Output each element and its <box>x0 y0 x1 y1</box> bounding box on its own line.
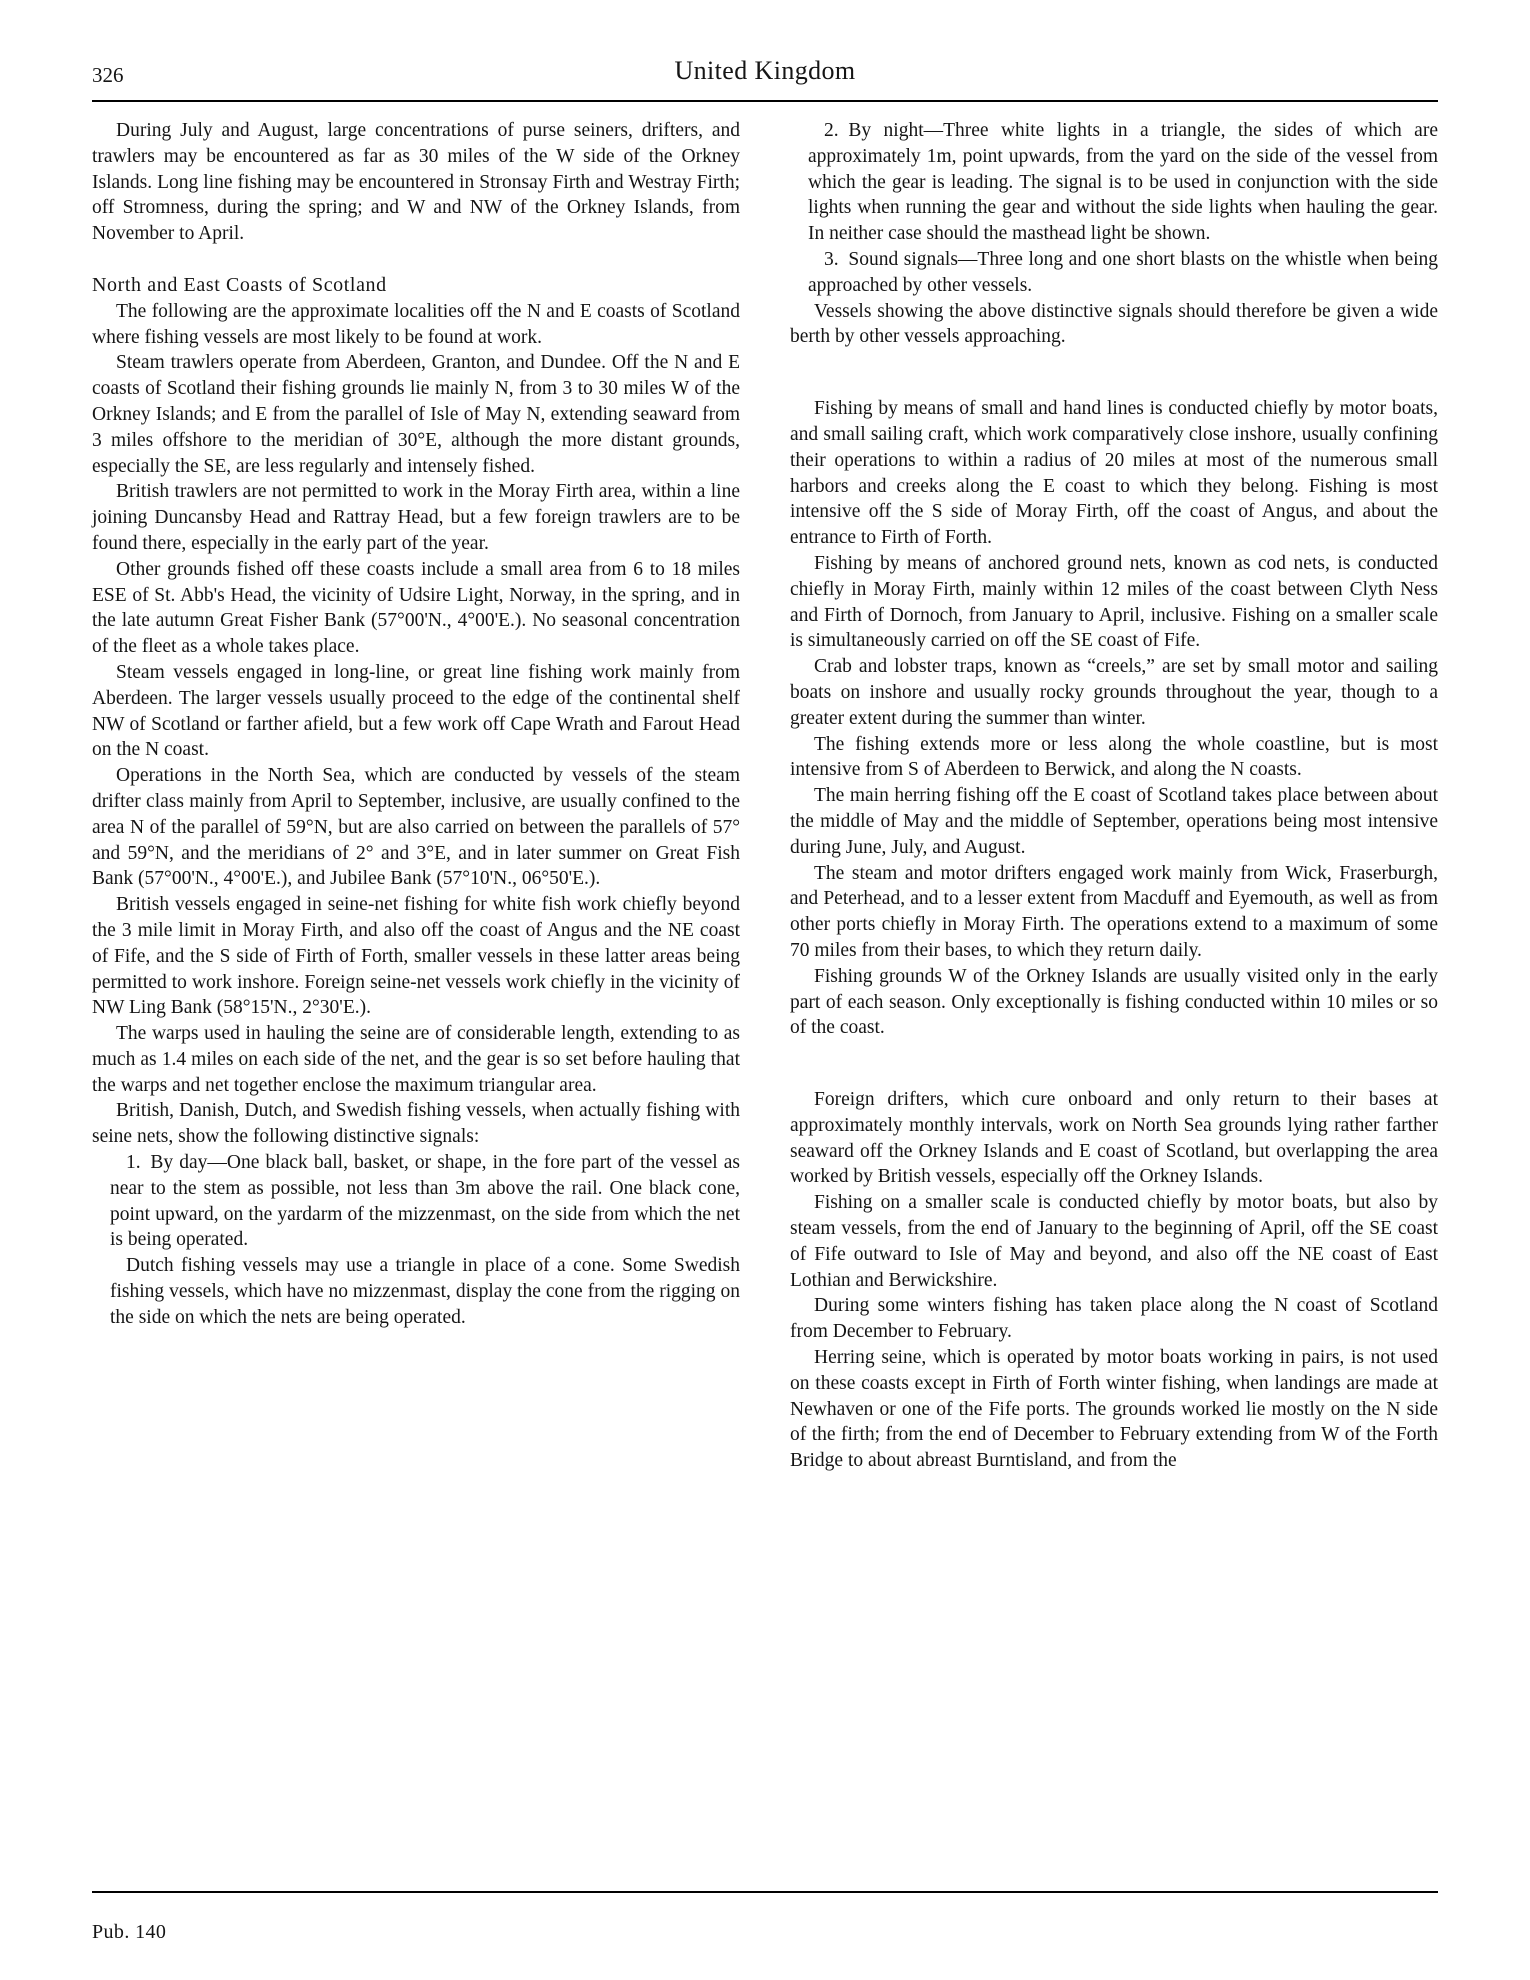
list-item: 1. By day—One black ball, basket, or shape, in the fore part of the vessel as near to the stem as possible, not less than 3m above the rail. One black cone, point upward, on the yardarm of the mizzenmast, on the side from which the net is being operated. <box>110 1152 740 1251</box>
paragraph: Foreign drifters, which cure onboard and only return to their bases at approximately monthly intervals, work on North Sea grounds lying rather farther seaward off the Orkney Islands and E coast of Scotland, but overlapping the area worked by British vessels, especially off the Orkney Islands. <box>790 1089 1438 1188</box>
paragraph: Other grounds fished off these coasts include a small area from 6 to 18 miles ESE of St. Abb's Head, the vicinity of Udsire Light, Norway, in the spring, and in the late autumn Great Fisher Bank (57°00'N., 4°00'E.). No seasonal concentration of the fleet as a whole takes place. <box>92 558 740 658</box>
paragraph: The steam and motor drifters engaged work mainly from Wick, Fraserburgh, and Peterhead, and to a lesser extent from Macduff and Eyemouth, as well as from other ports chiefly in Moray Firth. The operations extend to a maximum of some 70 miles from their bases, to which they return daily. <box>790 862 1438 961</box>
paragraph: Crab and lobster traps, known as “creels,” are set by small motor and sailing boats on inshore and usually rocky grounds throughout the year, though to a greater extent during the summer than winter. <box>790 656 1438 729</box>
left-column <box>92 118 740 1474</box>
text-columns <box>92 118 1438 1474</box>
paragraph: The warps used in hauling the seine are of considerable length, extending to as much as 1.4 miles on each side of the net, and the gear is so set before hauling that the warps and net together enclose the maximum triangular area. <box>92 1023 740 1096</box>
paragraph: Vessels showing the above distinctive signals should therefore be given a wide berth by other vessels approaching. <box>790 300 1438 348</box>
paragraph: British vessels engaged in seine-net fishing for white fish work chiefly beyond the 3 mile limit in Moray Firth, and also off the coast of Angus and the NE coast of Fife, and the S side of Firth of Forth, smaller vessels in these latter areas being permitted to work inshore. Foreign seine-net vessels work chiefly in the vicinity of NW Ling Bank (58°15'N., 2°30'E.). <box>92 894 740 1019</box>
section-heading: North and East Coasts of Scotland <box>92 273 387 296</box>
paragraph: British, Danish, Dutch, and Swedish fishing vessels, when actually fishing with seine nets, show the following distinctive signals: <box>92 1100 740 1148</box>
paragraph: Fishing grounds W of the Orkney Islands are usually visited only in the early part of each season. Only exceptionally is fishing conducted within 10 miles or so of the coast. <box>790 965 1438 1039</box>
publication-label: Pub. 140 <box>92 1921 167 1943</box>
page-footer <box>92 1891 1438 1944</box>
page-number: 326 <box>92 63 124 87</box>
paragraph: British trawlers are not permitted to work in the Moray Firth area, within a line joining Duncansby Head and Rattray Head, but a few foreign trawlers are to be found there, especially in the early part of the year. <box>92 481 740 554</box>
list-item: Dutch fishing vessels may use a triangle in place of a cone. Some Swedish fishing vessels, which have no mizzenmast, display the cone from the rigging on the side on which the nets are being operated. <box>110 1255 740 1328</box>
paragraph: The fishing extends more or less along the whole coastline, but is most intensive from S of Aberdeen to Berwick, and along the N coasts. <box>790 733 1438 781</box>
list-item: 3. Sound signals—Three long and one short blasts on the whistle when being approached by other vessels. <box>808 248 1438 296</box>
paragraph: Herring seine, which is operated by motor boats working in pairs, is not used on these coasts except in Firth of Forth winter fishing, when landings are made at Newhaven or one of the Fife ports. The grounds worked lie mostly on the N side of the firth; from the end of December to February extending from W of the Forth Bridge to about abreast Burntisland, and from the <box>790 1347 1438 1472</box>
header-rule <box>92 100 1438 102</box>
paragraph: The following are the approximate localities off the N and E coasts of Scotland where fishing vessels are most likely to be found at work. <box>92 300 740 348</box>
page-title: United Kingdom <box>674 56 856 85</box>
page-header <box>92 56 1438 92</box>
paragraph: The main herring fishing off the E coast of Scotland takes place between about the middle of May and the middle of September, operations being most intensive during June, July, and August. <box>790 785 1438 858</box>
list-item: 2. By night—Three white lights in a triangle, the sides of which are approximately 1m, point upwards, from the yard on the side of the vessel from which the gear is leading. The signal is to be used in conjunction with the side lights when running the gear and without the side lights when hauling the gear. In neither case should the masthead light be shown. <box>808 120 1438 245</box>
paragraph: Steam vessels engaged in long-line, or great line fishing work mainly from Aberdeen. The larger vessels usually proceed to the edge of the continental shelf NW of Scotland or farther afield, but a few work off Cape Wrath and Farout Head on the N coast. <box>92 661 740 761</box>
paragraph: During some winters fishing has taken place along the N coast of Scotland from December to February. <box>790 1295 1438 1343</box>
paragraph: Operations in the North Sea, which are conducted by vessels of the steam drifter class mainly from April to September, inclusive, are usually confined to the area N of the parallel of 59°N, but are also carried on between the parallels of 57° and 59°N, and the meridians of 2° and 3°E, and in later summer on Great Fish Bank (57°00'N., 4°00'E.), and Jubilee Bank (57°10'N., 06°50'E.). <box>92 765 740 890</box>
right-column <box>790 118 1438 1474</box>
paragraph: Fishing on a smaller scale is conducted chiefly by motor boats, but also by steam vessels, from the end of January to the beginning of April, off the SE coast of Fife outward to Isle of May and beyond, and also off the NE coast of East Lothian and Berwickshire. <box>790 1192 1438 1291</box>
footer-rule <box>92 1891 1438 1893</box>
paragraph: During July and August, large concentrations of purse seiners, drifters, and trawlers may be encountered as far as 30 miles of the W side of the Orkney Islands. Long line fishing may be encountered in Stronsay Firth and Westray Firth; off Stromness, during the spring; and W and NW of the Orkney Islands, from November to April. <box>92 120 740 245</box>
paragraph: Fishing by means of anchored ground nets, known as cod nets, is conducted chiefly in Moray Firth, mainly within 12 miles of the coast between Clyth Ness and Firth of Dornoch, from January to April, inclusive. Fishing on a smaller scale is simultaneously carried on off the SE coast of Fife. <box>790 552 1438 652</box>
paragraph: Fishing by means of small and hand lines is conducted chiefly by motor boats, and small sailing craft, which work comparatively close inshore, usually confining their operations to within a radius of 20 miles at most of the numerous small harbors and creeks along the E coast to which they belong. Fishing is most intensive off the S side of Moray Firth, off the coast of Angus, and about the entrance to Firth of Forth. <box>790 398 1438 549</box>
paragraph: Steam trawlers operate from Aberdeen, Granton, and Dundee. Off the N and E coasts of Scotland their fishing grounds lie mainly N, from 3 to 30 miles W of the Orkney Islands; and E from the parallel of Isle of May N, extending seaward from 3 miles offshore to the meridian of 30°E, although the more distant grounds, especially the SE, are less regularly and intensely fished. <box>92 352 740 477</box>
